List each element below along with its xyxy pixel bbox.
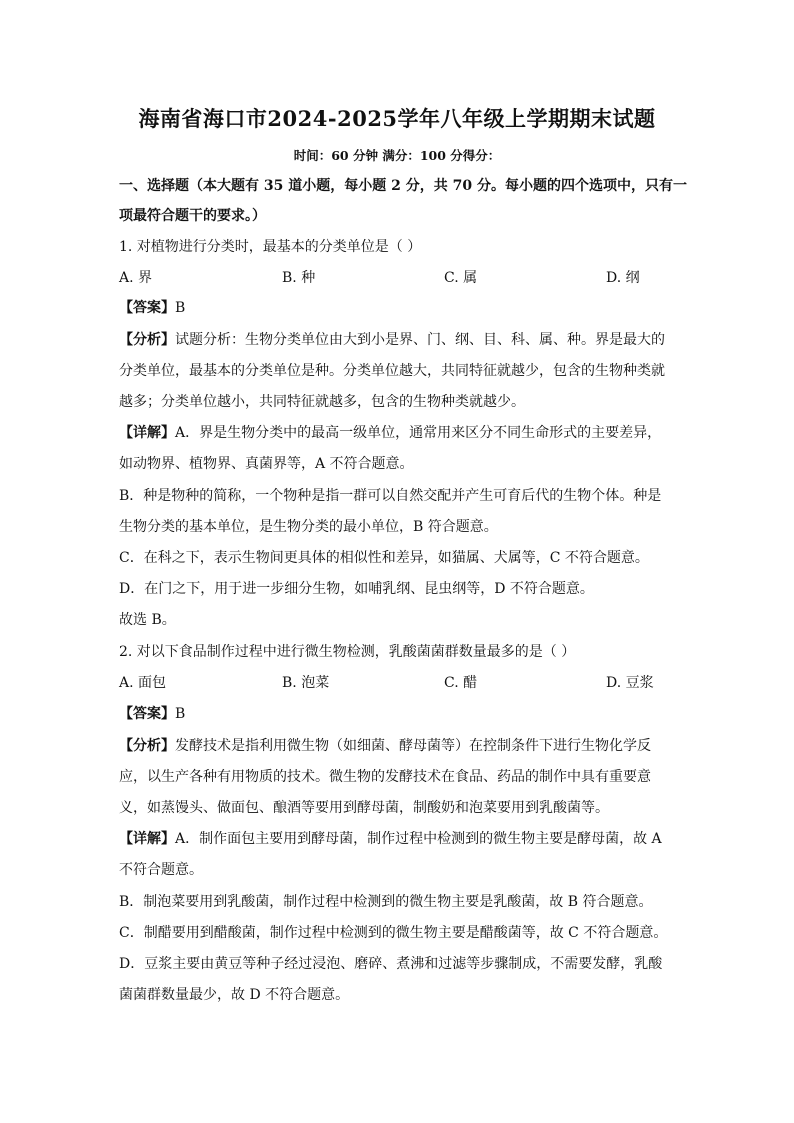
section-heading: 一、选择题（本大题有 35 道小题，每小题 2 分，共 70 分。每小题的四个选项中，只有一 [119,178,687,194]
detail-line: C．在科之下，表示生物间更具体的相似性和差异，如猫属、犬属等，C 不符合题意。 [119,550,649,566]
answer-value: B [175,706,186,722]
question-2-option-b: B. 泡菜 [282,675,330,691]
question-1-stem: 1. 对植物进行分类时，最基本的分类单位是（ ） [119,239,422,255]
analysis-tag: 【分析】 [119,738,175,754]
analysis-line: 发酵技术是指利用微生物（如细菌、酵母菌等）在控制条件下进行生物化学反 [175,738,651,754]
detail-conclusion: 故选 B。 [119,612,176,628]
analysis-line: 试题分析：生物分类单位由大到小是界、门、纲、目、科、属、种。界是最大的 [175,332,665,348]
exam-info: 时间：60 分钟 满分：100 分得分： [293,148,501,163]
answer-tag: 【答案】 [119,300,175,316]
question-1-answer [119,298,185,318]
detail-line: 不符合题意。 [119,862,203,878]
question-2-detail [119,829,662,849]
question-2-answer [119,704,185,724]
question-1-detail [119,423,661,443]
analysis-line: 分类单位，最基本的分类单位是种。分类单位越大，共同特征就越少，包含的生物种类就 [119,363,665,379]
question-2-option-d: D. 豆浆 [606,675,654,691]
detail-tag: 【详解】 [119,831,175,847]
detail-line: A．制作面包主要用到酵母菌，制作过程中检测到的微生物主要是酵母菌，故 A [175,831,662,847]
detail-line: D．在门之下，用于进一步细分生物，如哺乳纲、昆虫纲等，D 不符合题意。 [119,581,594,597]
question-1-option-c: C. 属 [444,270,478,286]
question-2-option-a: A. 面包 [119,675,167,691]
answer-tag: 【答案】 [119,706,175,722]
question-1-option-a: A. 界 [119,270,153,286]
detail-line: 如动物界、植物界、真菌界等，A 不符合题意。 [119,456,414,472]
detail-line: B．种是物种的简称，一个物种是指一群可以自然交配并产生可育后代的生物个体。种是 [119,488,662,504]
detail-line: C．制醋要用到醋酸菌，制作过程中检测到的微生物主要是醋酸菌等，故 C 不符合题意。 [119,925,668,941]
question-2-stem: 2. 对以下食品制作过程中进行微生物检测，乳酸菌菌群数量最多的是（ ） [119,644,576,660]
question-1-option-b: B. 种 [282,270,316,286]
question-2-analysis [119,736,651,756]
section-heading-cont: 项最符合题干的要求。） [119,208,266,224]
question-1-analysis [119,330,665,350]
analysis-tag: 【分析】 [119,332,175,348]
question-2-option-c: C. 醋 [444,675,478,691]
answer-value: B [175,300,186,316]
analysis-line: 越多；分类单位越小，共同特征就越多，包含的生物种类就越少。 [119,394,525,410]
question-1-option-d: D. 纲 [606,270,640,286]
detail-tag: 【详解】 [119,425,175,441]
detail-line: A．界是生物分类中的最高一级单位，通常用来区分不同生命形式的主要差异， [175,425,662,441]
detail-line: 菌菌群数量最少，故 D 不符合题意。 [119,987,350,1003]
detail-line: B．制泡菜要用到乳酸菌，制作过程中检测到的微生物主要是乳酸菌，故 B 符合题意。 [119,894,653,910]
detail-line: 生物分类的基本单位，是生物分类的最小单位，B 符合题意。 [119,519,498,535]
analysis-line: 义，如蒸馒头、做面包、酿酒等要用到酵母菌，制酸奶和泡菜要用到乳酸菌等。 [119,800,609,816]
page-title: 海南省海口市2024-2025学年八年级上学期期末试题 [138,106,656,131]
detail-line: D．豆浆主要由黄豆等种子经过浸泡、磨碎、煮沸和过滤等步骤制成，不需要发酵，乳酸 [119,956,663,972]
analysis-line: 应，以生产各种有用物质的技术。微生物的发酵技术在食品、药品的制作中具有重要意 [119,769,651,785]
